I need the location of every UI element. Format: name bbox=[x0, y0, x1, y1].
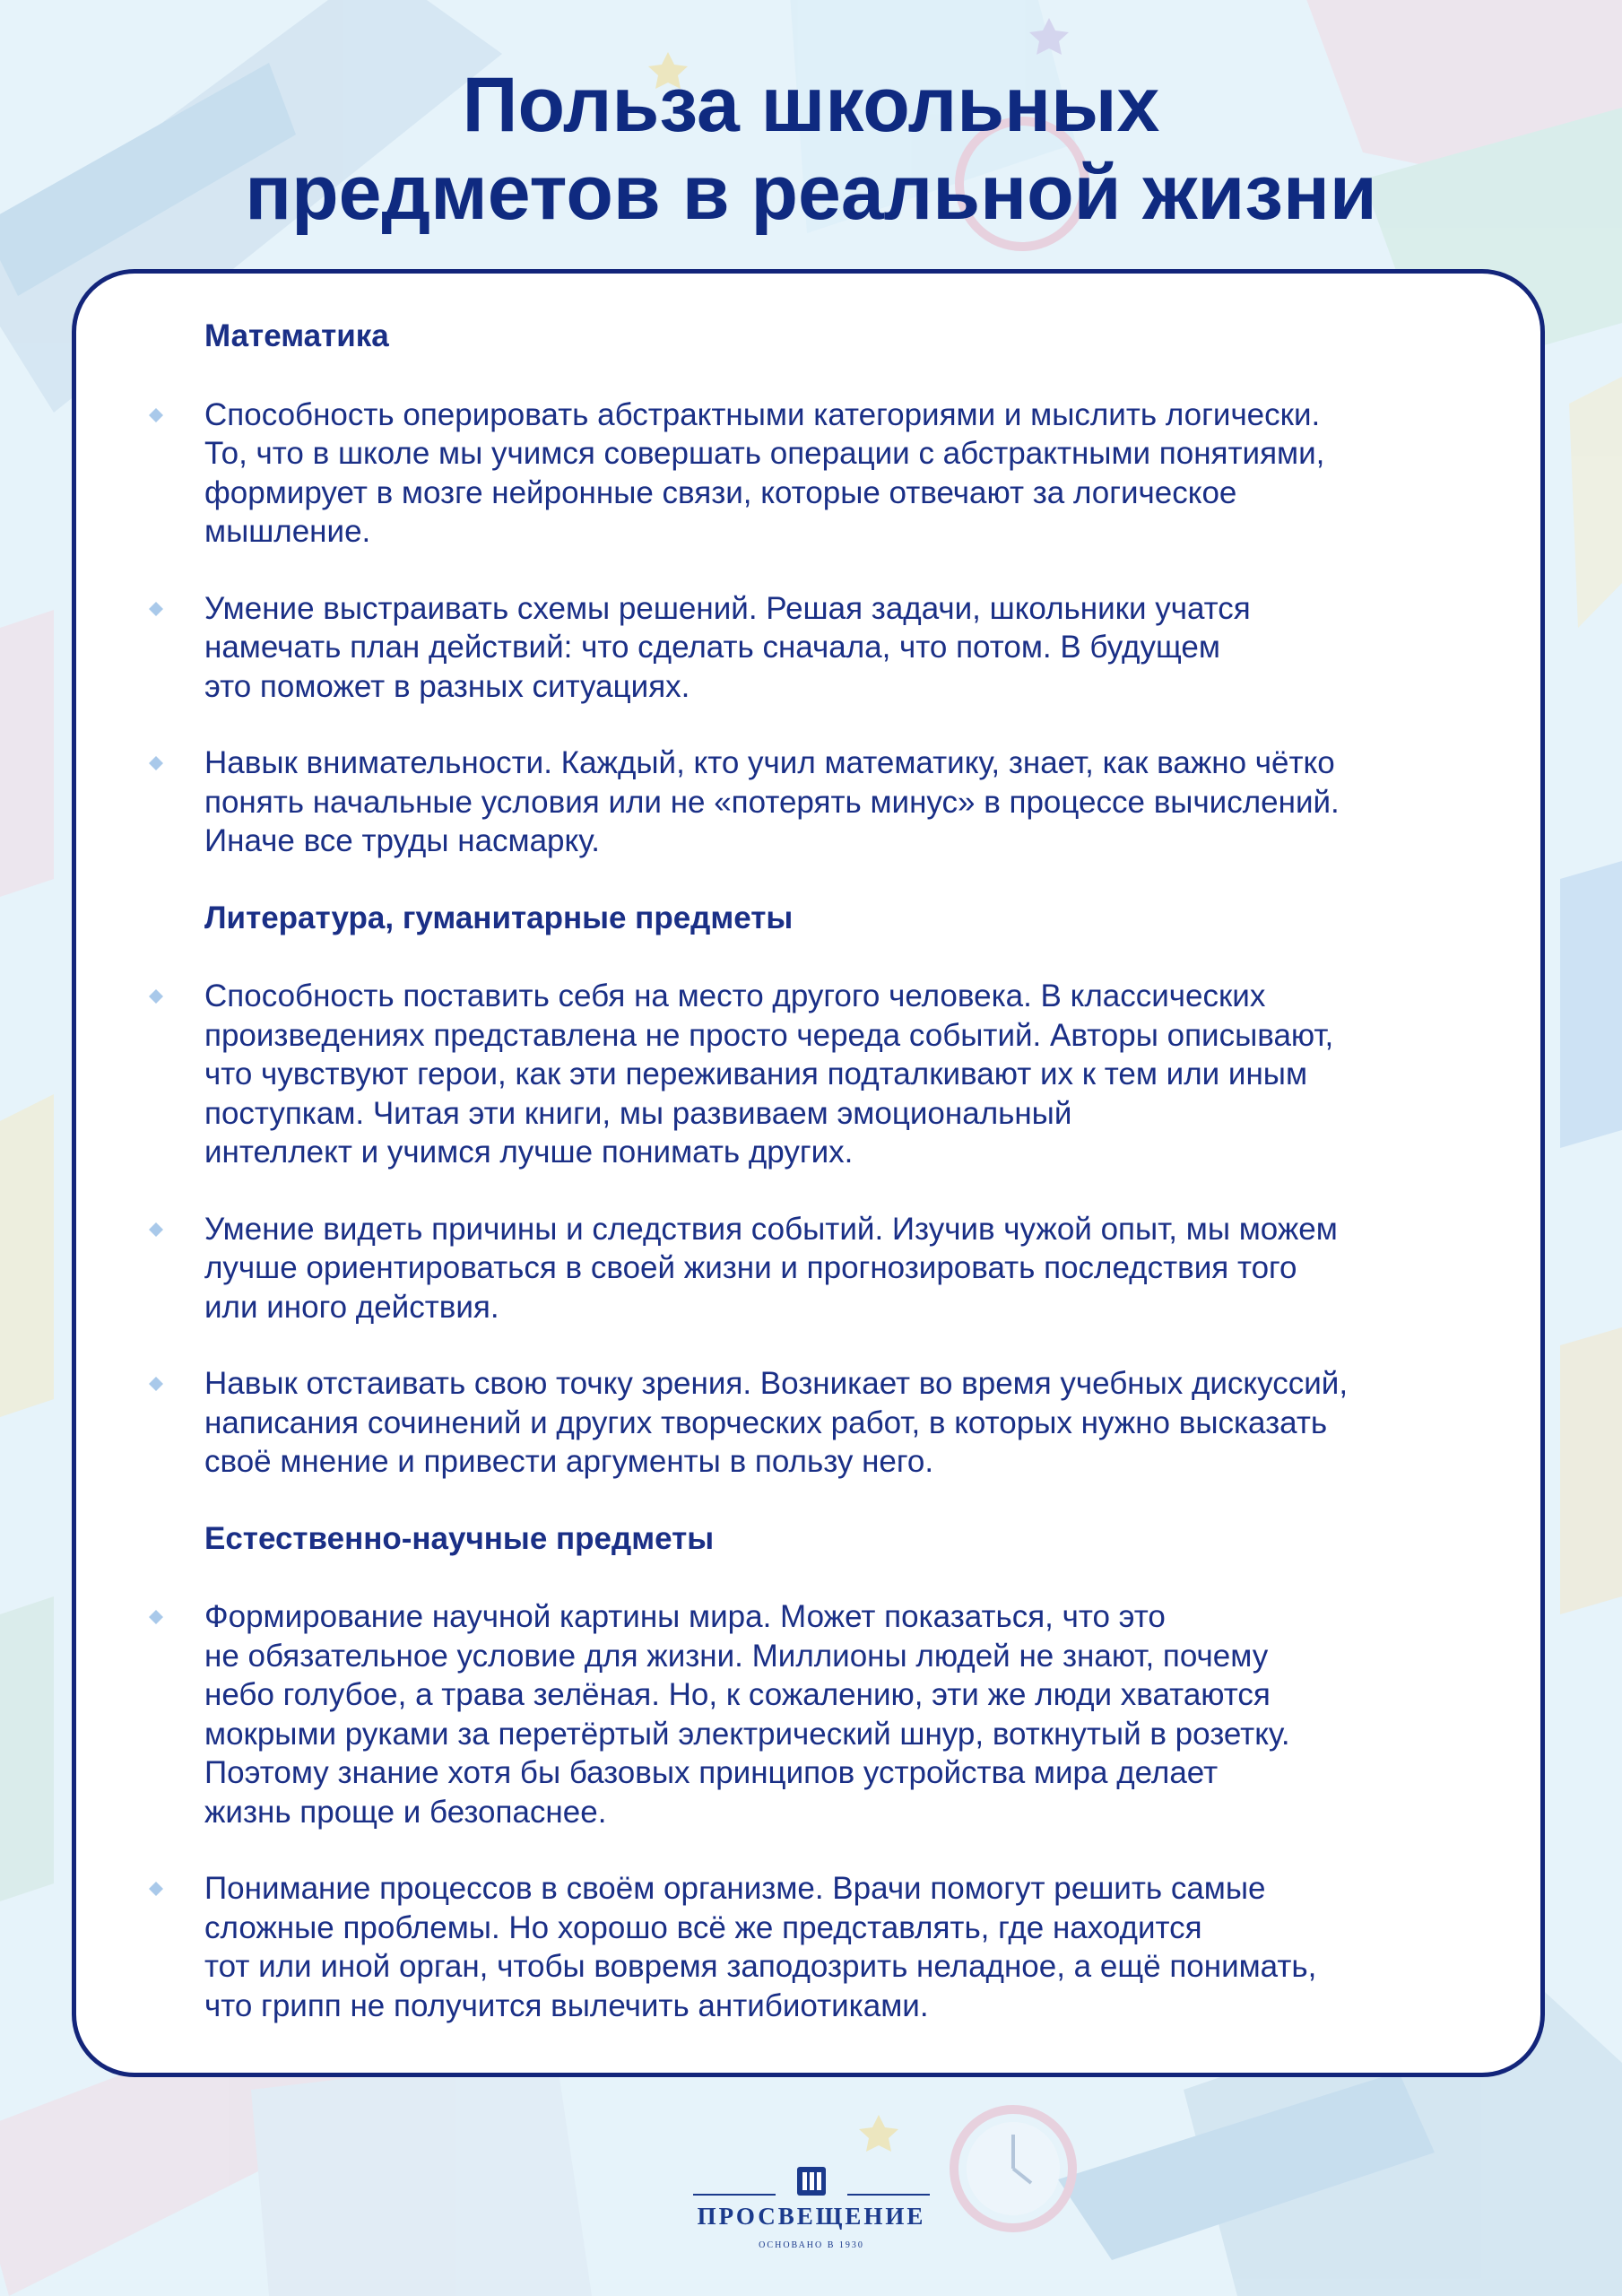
bullet-text-line: Умение выстраивать схемы решений. Решая задачи, школьники учатся bbox=[204, 590, 1251, 626]
diamond-bullet-icon bbox=[149, 1222, 163, 1237]
publisher-logo bbox=[686, 2152, 937, 2260]
logo-name: ПРОСВЕЩЕНИЕ bbox=[697, 2203, 926, 2230]
bullet-text-line: интеллект и учимся лучше понимать других. bbox=[204, 1135, 854, 1170]
diamond-bullet-icon bbox=[149, 408, 163, 422]
bullet-item bbox=[204, 396, 1567, 552]
diamond-bullet-icon bbox=[149, 1882, 163, 1896]
page-title-line-1: Польза школьных bbox=[462, 62, 1160, 148]
bullet-text-line: мокрыми руками за перетёртый электрический шнур, воткнутый в розетку. bbox=[204, 1716, 1290, 1752]
bullet-text-line: или иного действия. bbox=[204, 1289, 499, 1325]
bullet-text-line: Способность оперировать абстрактными категориями и мыслить логически. bbox=[204, 396, 1321, 432]
page-title bbox=[0, 61, 1622, 237]
section-heading: Математика bbox=[204, 318, 389, 353]
bullet-text-line: Навык отстаивать свою точку зрения. Возникает во время учебных дискуссий, bbox=[204, 1366, 1349, 1401]
section-heading: Естественно-научные предметы bbox=[204, 1520, 715, 1556]
bullet-text-line: намечать план действий: что сделать сначала, что потом. В будущем bbox=[204, 630, 1220, 665]
bullet-text-line: понять начальные условия или не «потерять минус» в процессе вычислений. bbox=[204, 784, 1340, 820]
diamond-bullet-icon bbox=[149, 602, 163, 616]
bullet-text-line: небо голубое, а трава зелёная. Но, к сожалению, эти же люди хватаются bbox=[204, 1677, 1271, 1712]
bullet-text-line: лучше ориентироваться в своей жизни и прогнозировать последствия того bbox=[204, 1250, 1297, 1285]
bullet-text-line: сложные проблемы. Но хорошо всё же представлять, где находится bbox=[204, 1909, 1202, 1945]
logo-line-left bbox=[693, 2194, 776, 2196]
bullet-text-line: Понимание процессов в своём организме. Врачи помогут решить самые bbox=[204, 1871, 1266, 1906]
diamond-bullet-icon bbox=[149, 1610, 163, 1624]
bullet-text-line: Иначе все труды насмарку. bbox=[204, 823, 600, 858]
bullet-text-line: тот или иной орган, чтобы вовремя заподозрить неладное, а ещё понимать, bbox=[204, 1949, 1317, 1984]
content-card bbox=[72, 269, 1545, 2077]
bullet-text-line: что грипп не получится вылечить антибиотиками. bbox=[204, 1987, 929, 2023]
logo-line-right bbox=[847, 2194, 930, 2196]
bullet-text-line: своё мнение и привести аргументы в пользу него. bbox=[204, 1444, 934, 1479]
bullet-text-line: Навык внимательности. Каждый, кто учил математику, знает, как важно чётко bbox=[204, 745, 1335, 780]
diamond-bullet-icon bbox=[149, 989, 163, 1004]
bullet-text-line: мышление. bbox=[204, 514, 371, 549]
bullet-text-line: То, что в школе мы учимся совершать операции с абстрактными понятиями, bbox=[204, 436, 1325, 471]
bullet-text-line: поступкам. Читая эти книги, мы развиваем эмоциональный bbox=[204, 1095, 1072, 1131]
bullet-item bbox=[204, 1210, 1567, 1327]
diamond-bullet-icon bbox=[149, 1377, 163, 1391]
bullet-text-line: Умение видеть причины и следствия событий. Изучив чужой опыт, мы можем bbox=[204, 1211, 1338, 1247]
bullet-text-line: не обязательное условие для жизни. Миллионы людей не знают, почему bbox=[204, 1638, 1269, 1674]
bullet-text-line: Формирование научной картины мира. Может показаться, что это bbox=[204, 1599, 1166, 1634]
bullet-text-line: что чувствуют герои, как эти переживания подталкивают их к тем или иным bbox=[204, 1057, 1308, 1091]
bullet-text-line: Поэтому знание хотя бы базовых принципов устройства мира делает bbox=[204, 1755, 1219, 1790]
bullet-text-line: это поможет в разных ситуациях. bbox=[204, 668, 690, 704]
logo-subtitle: ОСНОВАНО В 1930 bbox=[759, 2240, 864, 2250]
bullet-text-line: произведениях представлена не просто череда событий. Авторы описывают, bbox=[204, 1017, 1334, 1053]
diamond-bullet-icon bbox=[149, 756, 163, 770]
page-title-line-2: предметов в реальной жизни bbox=[245, 150, 1377, 236]
publisher-logo-icon bbox=[794, 2163, 829, 2199]
content-body bbox=[204, 317, 1567, 2025]
bullet-text-line: жизнь проще и безопаснее. bbox=[204, 1794, 607, 1830]
bullet-text-line: Способность поставить себя на место другого человека. В классических bbox=[204, 978, 1266, 1013]
bullet-text-line: формирует в мозге нейронные связи, которые отвечают за логическое bbox=[204, 474, 1237, 510]
bullet-item bbox=[204, 977, 1567, 1172]
section-heading: Литература, гуманитарные предметы bbox=[204, 900, 794, 935]
bullet-item bbox=[204, 1364, 1567, 1482]
bullet-item bbox=[204, 744, 1567, 861]
bullet-item bbox=[204, 1869, 1567, 2025]
bullet-item bbox=[204, 1597, 1567, 1831]
bullet-item bbox=[204, 589, 1567, 707]
bullet-text-line: написания сочинений и других творческих работ, в которых нужно высказать bbox=[204, 1405, 1328, 1440]
